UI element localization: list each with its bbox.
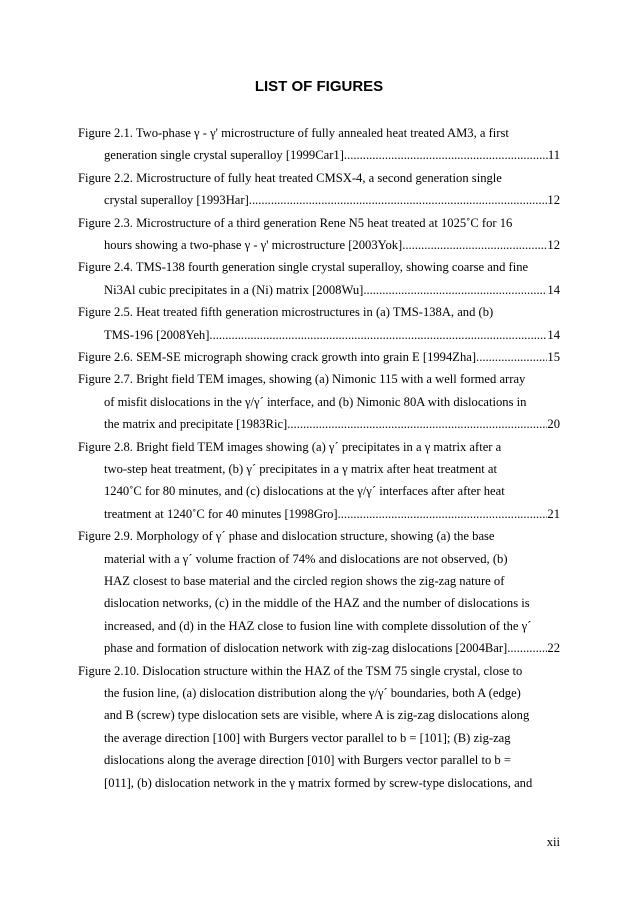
figure-entry-toc-line <box>104 415 560 433</box>
figure-entry-line: two-step heat treatment, (b) γ´ precipitates in a γ matrix after heat treatment at <box>104 462 497 476</box>
figure-entry-caption: Ni3Al cubic precipitates in a (Ni) matrix [2008Wu]. <box>104 282 367 297</box>
figure-entry-caption: phase and formation of dislocation network with zig-zag dislocations [2004Bar]. <box>104 641 511 656</box>
figure-entry-line: dislocation networks, (c) in the middle of the HAZ and the number of dislocations is <box>104 596 530 611</box>
dot-leader <box>479 348 547 366</box>
figure-entry-toc-line <box>104 191 560 209</box>
figure-page-number: 15 <box>547 350 560 364</box>
dot-leader <box>341 505 548 523</box>
dot-leader <box>290 415 547 433</box>
figure-entry-toc-line <box>104 146 560 164</box>
figure-entry-line: Figure 2.1. Two-phase γ - γ' microstructure of fully annealed heat treated AM3, a first <box>78 126 509 140</box>
figure-entry-toc-line <box>104 326 560 344</box>
dot-leader <box>213 326 548 344</box>
figure-entry-toc-line <box>78 348 560 366</box>
figure-page-number: 14 <box>547 327 560 342</box>
figure-entry-line: HAZ closest to base material and the circled region shows the zig-zag nature of <box>104 574 505 588</box>
figure-entry-caption: generation single crystal superalloy [1999Car1]. <box>104 148 348 163</box>
figure-page-number: 11 <box>547 148 560 163</box>
dot-leader <box>405 236 547 254</box>
figure-entry-line: Figure 2.2. Microstructure of fully heat treated CMSX-4, a second generation single <box>78 170 502 185</box>
page-number: xii <box>546 835 560 849</box>
figure-entry-line: Figure 2.5. Heat treated fifth generation microstructures in (a) TMS-138A, and (b) <box>78 305 494 320</box>
figure-entry-caption: Figure 2.6. SEM-SE micrograph showing crack growth into grain E [1994Zha]. <box>78 350 480 364</box>
figure-entry-caption: crystal superalloy [1993Har]. <box>104 193 252 208</box>
figure-entry-caption: TMS-196 [2008Yeh]. <box>104 327 213 342</box>
figure-entry-line: [011], (b) dislocation network in the γ matrix formed by screw-type dislocations, and <box>104 775 533 790</box>
figure-page-number: 12 <box>547 193 560 208</box>
figure-entry-caption: hours showing a two-phase γ - γ' microstructure [2003Yok]. <box>104 238 406 252</box>
figure-entry-toc-line <box>104 236 560 254</box>
figure-entry-toc-line <box>104 505 560 523</box>
figure-entry-line: material with a γ´ volume fraction of 74% and dislocations are not observed, (b) <box>104 551 508 566</box>
figure-entry-line: and B (screw) type dislocation sets are visible, where A is zig-zag dislocations along <box>104 708 530 723</box>
figure-entry-line: Figure 2.8. Bright field TEM images showing (a) γ´ precipitates in a γ matrix after a <box>78 439 502 454</box>
figure-entry-caption: the matrix and precipitate [1983Ric]. <box>104 417 291 432</box>
figure-page-number: 20 <box>547 417 560 432</box>
figure-entry-line: Figure 2.3. Microstructure of a third generation Rene N5 heat treated at 1025˚C for 16 <box>78 215 513 230</box>
page-title: LIST OF FIGURES <box>254 78 384 95</box>
dot-leader <box>510 639 547 657</box>
figure-page-number: 12 <box>547 238 560 252</box>
dot-leader <box>252 191 547 209</box>
figure-page-number: 14 <box>547 282 560 297</box>
figure-entry-line: Figure 2.10. Dislocation structure within the HAZ of the TSM 75 single crystal, close to <box>78 663 523 678</box>
figure-entry-toc-line <box>104 281 560 299</box>
figure-entry-line: of misfit dislocations in the γ/γ´ interface, and (b) Nimonic 80A with dislocations in <box>104 394 527 409</box>
figure-page-number: 21 <box>547 506 560 521</box>
figure-entry-line: Figure 2.4. TMS-138 fourth generation single crystal superalloy, showing coarse and fine <box>78 260 529 275</box>
figure-entry-toc-line <box>104 639 560 657</box>
figure-page-number: 22 <box>547 641 560 656</box>
figure-entry-line: increased, and (d) in the HAZ close to fusion line with complete dissolution of the γ´ <box>104 618 532 633</box>
dot-leader <box>366 281 547 299</box>
figure-entry-line: dislocations along the average direction [010] with Burgers vector parallel to b = <box>104 753 511 768</box>
figure-entry-caption: treatment at 1240˚C for 40 minutes [1998Gro]. <box>104 506 341 521</box>
figure-entry-line: 1240˚C for 80 minutes, and (c) dislocations at the γ/γ´ interfaces after after heat <box>104 484 505 499</box>
dot-leader <box>347 146 548 164</box>
figure-entry-line: Figure 2.7. Bright field TEM images, showing (a) Nimonic 115 with a well formed array <box>78 372 526 387</box>
figure-entry-line: the average direction [100] with Burgers vector parallel to b = [101]; (B) zig-zag <box>104 730 511 745</box>
figure-entry-line: Figure 2.9. Morphology of γ´ phase and dislocation structure, showing (a) the base <box>78 529 495 544</box>
figure-entry-line: the fusion line, (a) dislocation distribution along the γ/γ´ boundaries, both A (edge) <box>104 686 521 700</box>
